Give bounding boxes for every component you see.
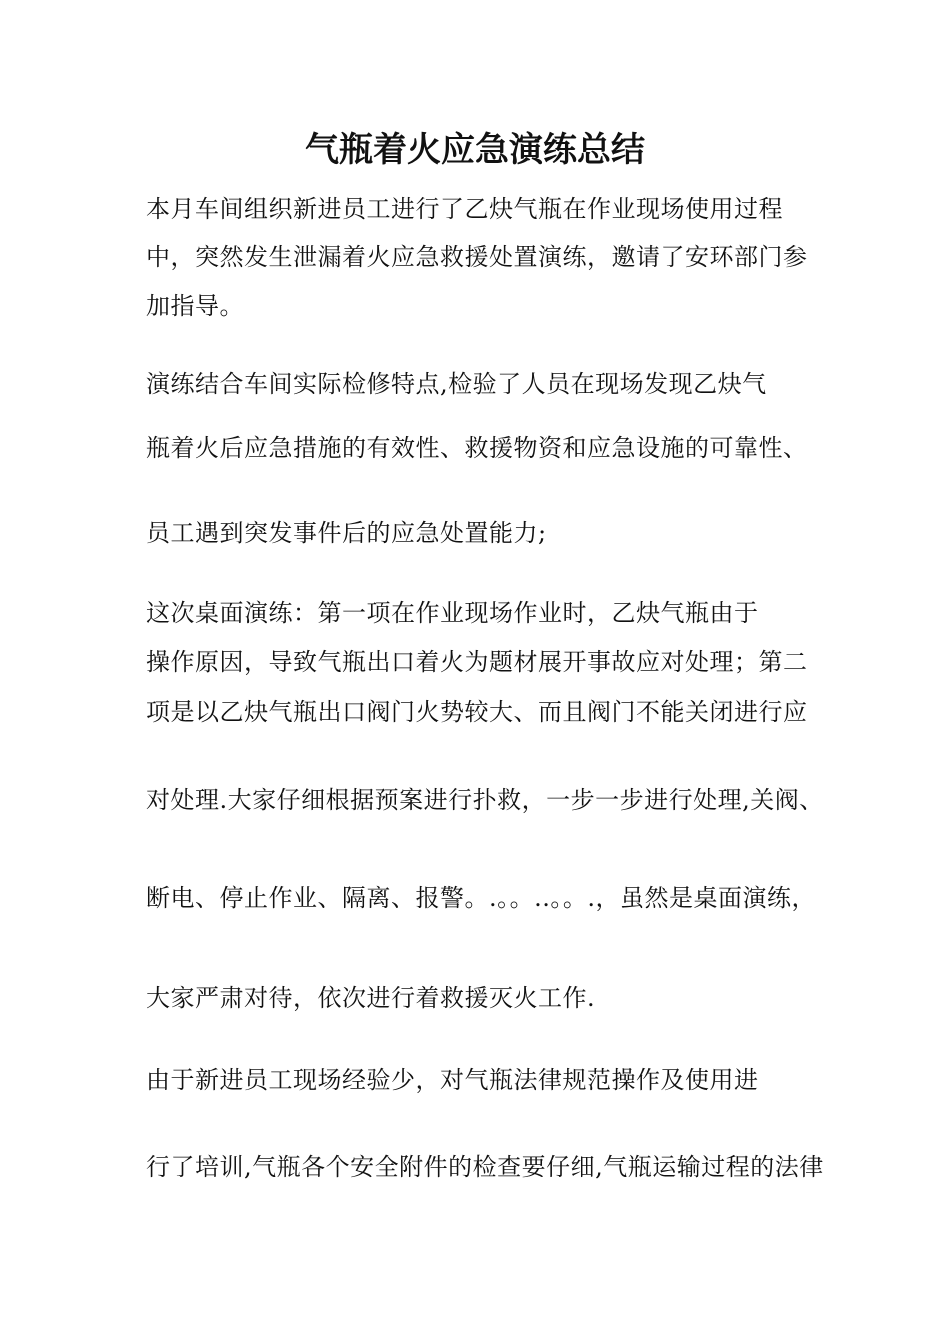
text-line: 这次桌面演练：第一项在作业现场作业时，乙炔气瓶由于 <box>146 599 759 627</box>
text-line: 瓶着火后应急措施的有效性、救援物资和应急设施的可靠性、 <box>146 434 808 462</box>
text-line: 由于新进员工现场经验少，对气瓶法律规范操作及使用进 <box>146 1066 759 1094</box>
text-line: 大家严肃对待，依次进行着救援灭火工作. <box>146 984 596 1012</box>
text-line: 断电、停止作业、隔离、报警。.。。..。。.，虽然是桌面演练， <box>146 884 817 912</box>
text-line: 对处理.大家仔细根据预案进行扑救，一步一步进行处理,关阀、 <box>146 786 824 814</box>
text-line: 项是以乙炔气瓶出口阀门火势较大、而且阀门不能关闭进行应 <box>146 698 808 726</box>
text-line: 加指导。 <box>146 292 244 320</box>
document-title: 气瓶着火应急演练总结 <box>305 130 645 170</box>
text-line: 演练结合车间实际检修特点,检验了人员在现场发现乙炔气 <box>146 370 767 398</box>
text-line: 行了培训,气瓶各个安全附件的检查要仔细,气瓶运输过程的法律 <box>146 1153 824 1181</box>
text-line: 本月车间组织新进员工进行了乙炔气瓶在作业现场使用过程 <box>146 195 783 223</box>
text-line: 员工遇到突发事件后的应急处置能力; <box>146 519 547 547</box>
text-line: 操作原因，导致气瓶出口着火为题材展开事故应对处理；第二 <box>146 648 808 676</box>
text-line: 中，突然发生泄漏着火应急救援处置演练，邀请了安环部门参 <box>146 243 808 271</box>
